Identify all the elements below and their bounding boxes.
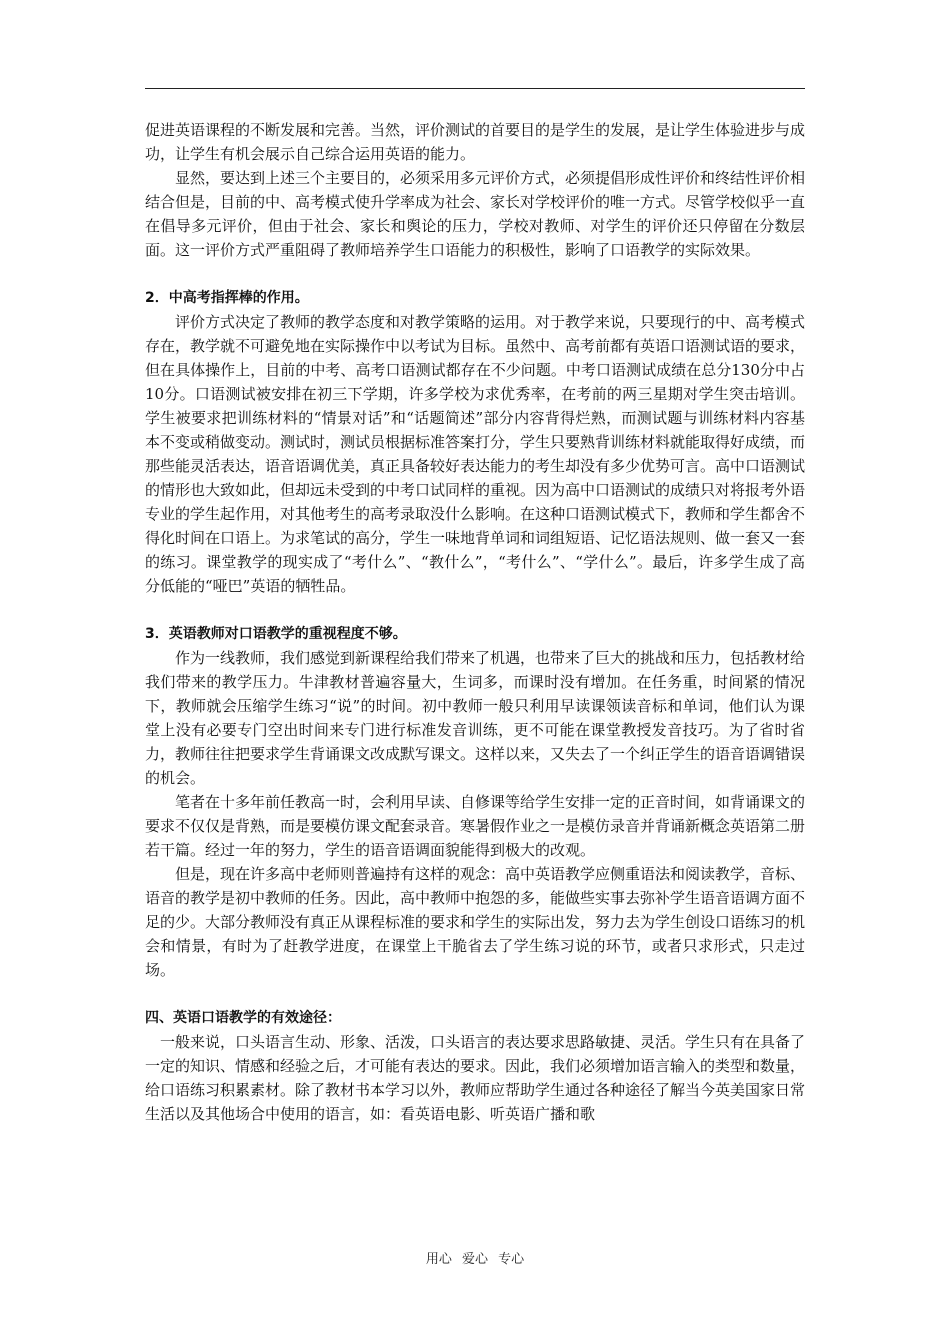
section-heading: 2．中高考指挥棒的作用。 [145,290,309,306]
paragraph: 评价方式决定了教师的教学态度和对教学策略的运用。对于教学来说，只要现行的中、高考模式存在，教学就不可避免地在实际操作中以考试为目标。虽然中、高考前都有英语口语测试语的要求，但在具体操作上，目前的中考、高考口语测试都存在不少问题。中考口语测试成绩在总分130分中占10分。口语测试被安排在初三下学期，许多学校为求优秀率，在考前的两三星期对学生突击培训。学生被要求把训练材料的“情景对话”和“话题简述”部分内容背得烂熟，而测试题与训练材料内容基本不变或稍做变动。测试时，测试员根据标准答案打分，学生只要熟背训练材料就能取得好成绩，而那些能灵活表达，语音语调优美，真正具备较好表达能力的考生却没有多少优势可言。高中口语测试的情形也大致如此，但却远未受到的中考口试同样的重视。因为高中口语测试的成绩只对将报考外语专业的学生起作用，对其他考生的高考录取没什么影响。在这种口语测试模式下，教师和学生都舍不得化时间在口语上。为求笔试的高分，学生一味地背单词和词组短语、记忆语法规则、做一套又一套的练习。课堂教学的现实成了“考什么”、“教什么”，“考什么”、“学什么”。最后，许多学生成了高分低能的“哑巴”英语的牺牲品。 [145,313,806,595]
section-heading: 3．英语教师对口语教学的重视程度不够。 [145,626,407,642]
paragraph: 笔者在十多年前任教高一时，会利用早读、自修课等给学生安排一定的正音时间，如背诵课文的要求不仅仅是背熟，而是要模仿课文配套录音。寒暑假作业之一是模仿录音并背诵新概念英语第二册若干篇。经过一年的努力，学生的语音语调面貌能得到极大的改观。 [145,793,806,859]
document-body [145,118,805,1126]
header-rule [145,88,805,89]
page-footer: 用心 爱心 专心 [425,1252,525,1267]
paragraph: 作为一线教师，我们感觉到新课程给我们带来了机遇，也带来了巨大的挑战和压力，包括教材给我们带来的教学压力。牛津教材普遍容量大，生词多，而课时没有增加。在任务重，时间紧的情况下，教师就会压缩学生练习“说”的时间。初中教师一般只利用早读课领读音标和单词，他们认为课堂上没有必要专门空出时间来专门进行标准发音训练，更不可能在课堂教授发音技巧。为了省时省力，教师往往把要求学生背诵课文改成默写课文。这样以来，又失去了一个纠正学生的语音语调错误的机会。 [145,649,806,787]
paragraph: 促进英语课程的不断发展和完善。当然，评价测试的首要目的是学生的发展，是让学生体验进步与成功，让学生有机会展示自己综合运用英语的能力。 [145,121,806,163]
paragraph: 显然，要达到上述三个主要目的，必须采用多元评价方式，必须提倡形成性评价和终结性评价相结合但是，目前的中、高考模式使升学率成为社会、家长对学校评价的唯一方式。尽管学校似乎一直在倡导多元评价，但由于社会、家长和舆论的压力，学校对教师、对学生的评价还只停留在分数层面。这一评价方式严重阻碍了教师培养学生口语能力的积极性，影响了口语教学的实际效果。 [145,169,806,259]
paragraph: 但是，现在许多高中老师则普遍持有这样的观念：高中英语教学应侧重语法和阅读教学，音标、语音的教学是初中教师的任务。因此，高中教师中抱怨的多，能做些实事去弥补学生语音语调方面不足的少。大部分教师没有真正从课程标准的要求和学生的实际出发，努力去为学生创设口语练习的机会和情景，有时为了赶教学进度，在课堂上干脆省去了学生练习说的环节，或者只求形式，只走过场。 [145,865,806,979]
paragraph: 一般来说，口头语言生动、形象、活泼，口头语言的表达要求思路敏捷、灵活。学生只有在具备了一定的知识、情感和经验之后，才可能有表达的要求。因此，我们必须增加语言输入的类型和数量，给口语练习积累素材。除了教材书本学习以外，教师应帮助学生通过各种途径了解当今英美国家日常生活以及其他场合中使用的语言，如：看英语电影、听英语广播和歌 [145,1033,806,1123]
section-heading: 四、英语口语教学的有效途径： [145,1010,341,1026]
